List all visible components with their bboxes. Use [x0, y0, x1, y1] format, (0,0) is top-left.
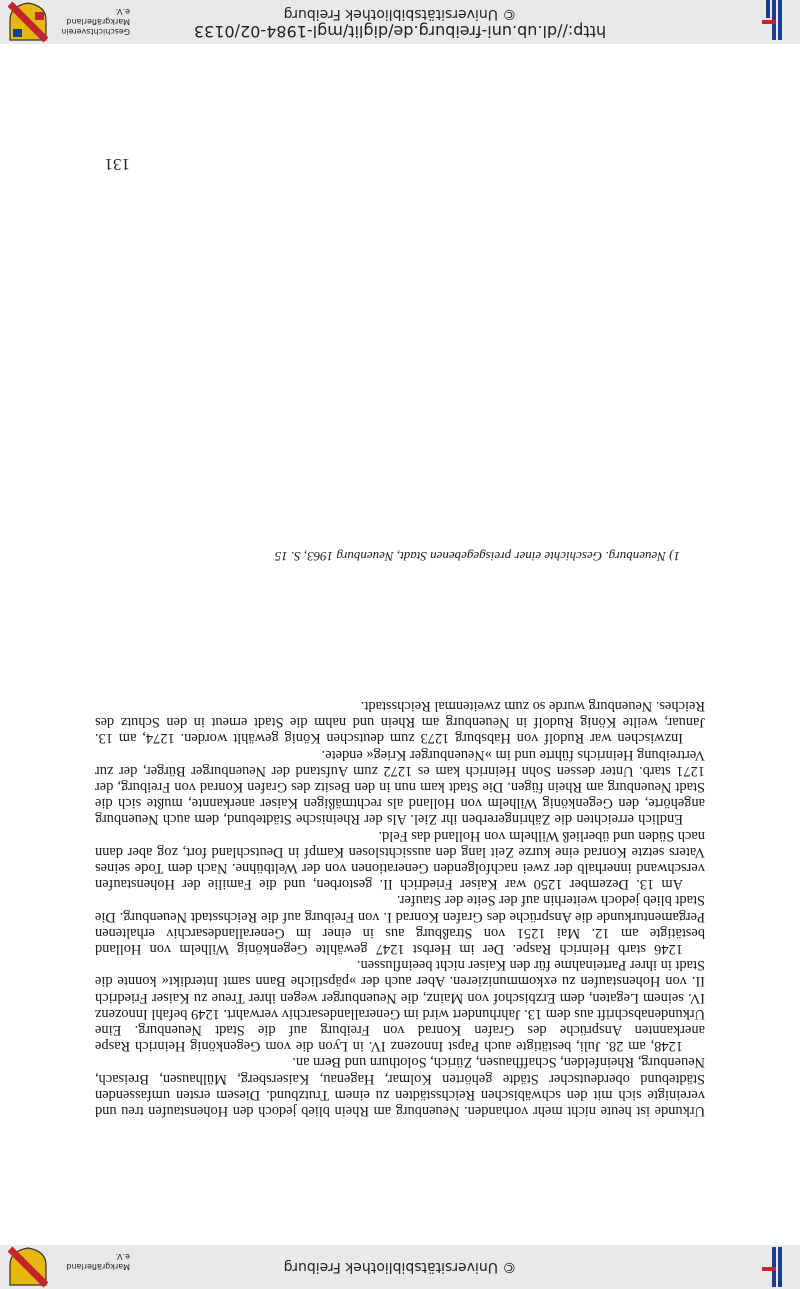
- paragraph: 1246 starb Heinrich Raspe. Der im Herbst 1247 gewählte Gegenkönig Wilhelm von Holland bestätigte am 12. Mai 1251 von Straßburg aus in einer im Generallandesarchiv erhaltenen Pergamenturkunde die Ansprüche des Grafen Konrad I. von Freiburg auf die Reichsstadt Neuenburg. Die Stadt blieb jedoch weiterhin auf der Seite der Staufer.: [95, 892, 705, 957]
- society-crest-icon: [8, 1247, 48, 1287]
- footer-society-name: Markgräflerland e.V.: [66, 1252, 130, 1271]
- paragraph: Endlich erreichten die Zähringererben ihr Ziel. Als der Rheinische Städtebund, dem auch Neuenburg angehörte, den Gegenkönig Wilhelm von Holland als rechtmäßigen Kaiser anerkannte, mußte sich die Stadt Neuenburg am Rhein fügen. Die Stadt kam nun in den Besitz des Grafen Konrad von Freiburg, der 1271 starb. Unter dessen Sohn Heinrich kam es 1272 zum Aufstand der Neuenburger Bürger, der zur Vertreibung Heinrichs führte und im »Neuenburger Krieg« endete.: [95, 746, 705, 828]
- copyright-text: © Universitätsbibliothek Freiburg: [283, 6, 517, 22]
- paragraph: 1248, am 28. Juli, bestätigte auch Papst Innozenz IV. in Lyon die vom Gegenkönig Heinrich Raspe anerkannten Ansprüche des Grafen Konrad von Freiburg auf die Stadt Neuenburg. Eine Urkundenabschrift aus dem 13. Jahrhundert wird im Generallandesarchiv verwahrt. 1249 befahl Innozenz IV. seinem Legaten, dem Erzbischof von Mainz, die Neuenburger wegen ihrer Treue zu Kaiser Friedrich II. von Hohenstaufen zu exkommunizieren. Aber auch der »päpstliche Bann samt Interdikt« konnte die Stadt in ihrer Parteinahme für den Kaiser nicht beeinflussen.: [95, 957, 705, 1055]
- paragraph: Urkunde ist heute nicht mehr vorhanden. Neuenburg am Rhein blieb jedoch den Hohenstaufen treu und vereinigte sich mit den schwäbischen Reichsstädten zu einem Trutzbund. Diesem ersten umfassenden Städtebund oberdeutscher Städte gehörten Kolmar, Hagenau, Kaisersberg, Mülhausen, Breisach, Neuenburg, Rheinfelden, Schaffhausen, Zürich, Solothurn und Bern an.: [95, 1054, 705, 1119]
- page-number: 131: [104, 155, 130, 174]
- body-text: [95, 698, 705, 1119]
- paragraph: Am 13. Dezember 1250 war Kaiser Friedrich II. gestorben, und die Familie der Hohenstaufen verschwand innerhalb der zwei nachfolgenden Generationen von der Weltbühne. Nach dem Tode seines Vaters setzte Konrad eine kurze Zeit lang den aussichtslosen Kampf in Deutschland fort, zog aber dann nach Süden und überließ Wilhelm von Holland das Feld.: [95, 827, 705, 893]
- footer-copyright-text: © Universitätsbibliothek Freiburg: [283, 1259, 517, 1275]
- paragraph: Inzwischen war Rudolf von Habsburg 1273 zum deutschen König gewählt worden. 1274, am 13. Januar, weilte König Rudolf in Neuenburg am Rhein und nahm die Stadt erneut in den Schutz des Reiches. Neuenburg wurde so zum zweitenmal Reichsstadt.: [95, 697, 705, 747]
- society-name: Geschichtsverein Markgräflerland e.V.: [61, 7, 130, 36]
- header-bar: [0, 0, 800, 44]
- footnote: 1) Neuenburg. Geschichte einer preisgegebenen Stadt, Neuenburg 1963, S. 15: [274, 549, 680, 564]
- footer-bar: [0, 1245, 800, 1289]
- society-crest-icon: [8, 2, 48, 42]
- document-url-link[interactable]: http://dl.ub.uni-freiburg.de/diglit/mgl-1984-02/0133: [193, 22, 607, 41]
